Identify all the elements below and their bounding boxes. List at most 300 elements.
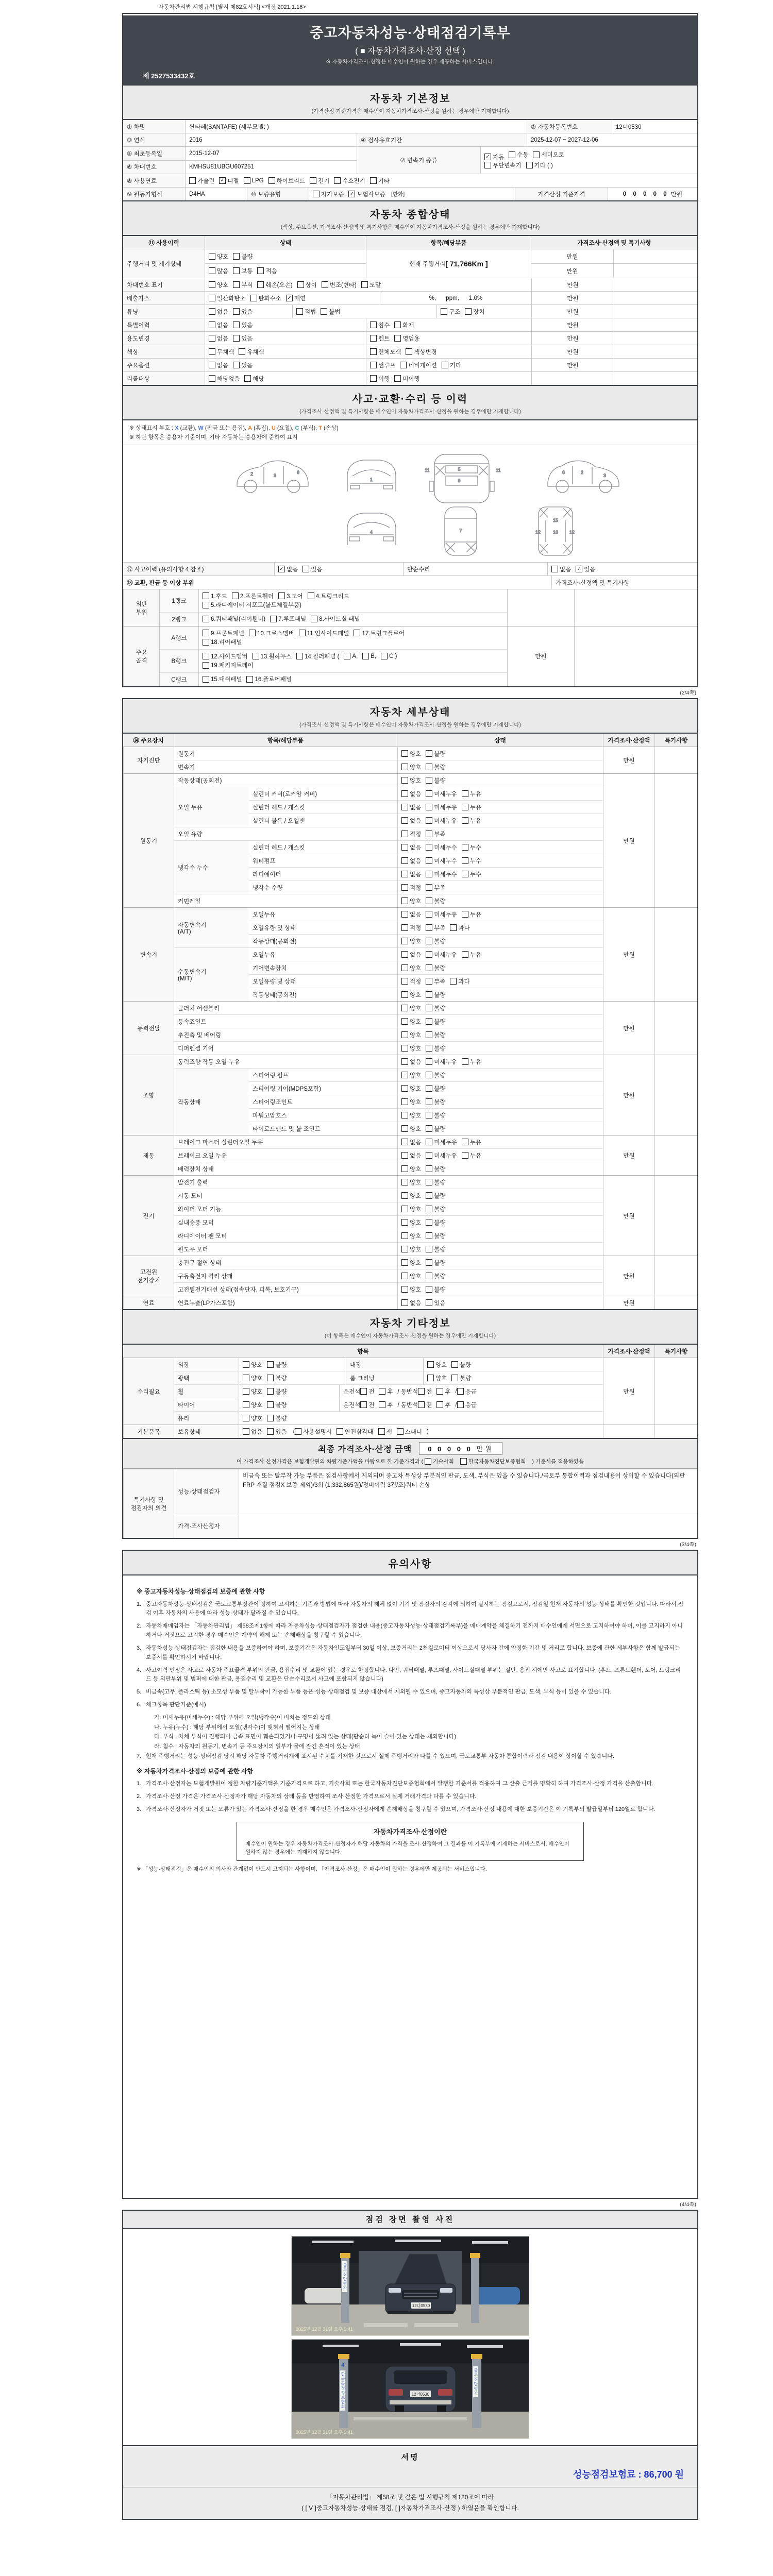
checkbox-option[interactable] [426, 817, 457, 825]
checkbox-option[interactable] [426, 1125, 445, 1133]
checkbox-option[interactable] [451, 1361, 471, 1369]
checkbox-option[interactable] [233, 334, 253, 343]
checkbox-option[interactable] [426, 1058, 457, 1066]
checkbox-option[interactable] [426, 790, 457, 798]
checkbox-option[interactable] [209, 334, 228, 343]
checkbox-option[interactable] [233, 281, 253, 289]
checkbox-icon[interactable] [426, 1273, 432, 1279]
checkbox-icon[interactable] [401, 1139, 408, 1145]
checkbox-option[interactable] [401, 1058, 421, 1066]
checkbox-icon[interactable] [313, 191, 320, 197]
checkbox-option[interactable] [526, 161, 553, 170]
checkbox-option[interactable] [253, 652, 292, 660]
checkbox-icon[interactable] [401, 1232, 408, 1239]
checkbox-option[interactable] [401, 817, 421, 825]
checkbox-option[interactable] [267, 1374, 287, 1382]
checkbox-option[interactable] [209, 348, 234, 356]
checkbox-option[interactable] [426, 1004, 445, 1012]
checkbox-option[interactable] [426, 1245, 445, 1253]
checkbox-icon[interactable] [426, 750, 432, 757]
checkbox-icon[interactable] [450, 978, 457, 985]
checkbox-option[interactable] [401, 1018, 421, 1026]
checkbox-icon[interactable] [426, 817, 432, 824]
checkbox-option[interactable] [457, 1387, 477, 1396]
checkbox-option[interactable] [203, 615, 265, 623]
checkbox-option[interactable] [370, 177, 390, 185]
checkbox-icon[interactable] [381, 653, 388, 659]
checkbox-option[interactable] [426, 1192, 445, 1200]
checkbox-option[interactable] [462, 1151, 481, 1160]
checkbox-icon[interactable] [442, 362, 448, 368]
checkbox-option[interactable] [203, 592, 227, 600]
checkbox-option[interactable] [401, 1259, 421, 1267]
checkbox-icon[interactable] [426, 1246, 432, 1252]
checkbox-option[interactable] [426, 951, 457, 959]
checkbox-option[interactable] [233, 361, 253, 369]
checkbox-icon[interactable] [401, 777, 408, 784]
checkbox-icon[interactable] [426, 1192, 432, 1199]
checkbox-icon[interactable] [203, 602, 209, 608]
checkbox-option[interactable] [426, 1084, 445, 1093]
checkbox-icon[interactable] [401, 764, 408, 770]
checkbox-option[interactable] [209, 267, 228, 275]
checkbox-icon[interactable] [203, 653, 209, 659]
checkbox-option[interactable] [209, 361, 228, 369]
checkbox-icon[interactable] [296, 653, 303, 659]
checkbox-icon[interactable] [401, 884, 408, 891]
checkbox-option[interactable] [370, 375, 390, 383]
checkbox-icon[interactable] [401, 911, 408, 918]
checkbox-option[interactable] [209, 321, 228, 329]
checkbox-option[interactable] [425, 1458, 454, 1465]
checkbox-option[interactable] [426, 1299, 445, 1307]
checkbox-option[interactable] [299, 629, 349, 637]
checkbox-option[interactable] [400, 361, 437, 369]
checkbox-icon[interactable] [509, 151, 515, 158]
checkbox-icon[interactable] [310, 177, 316, 184]
checkbox-option[interactable] [401, 1044, 421, 1053]
checkbox-icon[interactable] [250, 295, 257, 301]
checkbox-icon[interactable] [462, 1139, 468, 1145]
checkbox-icon[interactable] [426, 777, 432, 784]
checkbox-option[interactable] [209, 375, 240, 383]
checkbox-icon[interactable] [426, 951, 432, 958]
checkbox-option[interactable] [303, 565, 322, 573]
checkbox-option[interactable] [401, 951, 421, 959]
checkbox-option[interactable] [427, 1361, 447, 1369]
checkbox-icon[interactable] [426, 884, 432, 891]
checkbox-option[interactable] [426, 763, 445, 771]
checkbox-option[interactable] [295, 1428, 332, 1436]
checkbox-icon[interactable] [426, 1299, 432, 1306]
checkbox-icon[interactable] [243, 1401, 249, 1408]
checkbox-option[interactable] [401, 843, 421, 852]
checkbox-option[interactable] [361, 281, 381, 289]
checkbox-icon[interactable] [322, 281, 328, 288]
checkbox-option[interactable] [533, 150, 564, 159]
checkbox-option[interactable] [465, 308, 484, 316]
checkbox-option[interactable] [509, 150, 528, 159]
checkbox-option[interactable] [401, 1111, 421, 1120]
checkbox-option[interactable] [401, 830, 421, 838]
checkbox-icon[interactable] [462, 911, 468, 918]
checkbox-option[interactable] [418, 1387, 432, 1396]
checkbox-option[interactable] [401, 1125, 421, 1133]
checkbox-option[interactable] [462, 857, 481, 865]
checkbox-option[interactable] [401, 991, 421, 999]
checkbox-option[interactable] [462, 1138, 481, 1146]
checkbox-icon[interactable] [401, 1045, 408, 1052]
checkbox-option[interactable] [484, 153, 504, 161]
checkbox-option[interactable] [401, 937, 421, 945]
checkbox-icon[interactable] [426, 1045, 432, 1052]
checkbox-option[interactable] [278, 592, 303, 600]
checkbox-icon[interactable] [257, 267, 264, 274]
checkbox-icon[interactable] [278, 592, 285, 599]
checkbox-option[interactable] [426, 1071, 445, 1079]
checkbox-option[interactable] [243, 1387, 262, 1396]
checkbox-icon[interactable] [426, 1286, 432, 1293]
checkbox-option[interactable] [462, 951, 481, 959]
checkbox-option[interactable] [426, 1285, 445, 1294]
checkbox-option[interactable] [426, 1111, 445, 1120]
checkbox-option[interactable] [426, 884, 445, 892]
checkbox-icon[interactable] [401, 1005, 408, 1011]
checkbox-icon[interactable] [401, 951, 408, 958]
checkbox-option[interactable] [401, 1151, 421, 1160]
checkbox-icon[interactable] [401, 897, 408, 904]
checkbox-option[interactable] [551, 565, 571, 573]
checkbox-icon[interactable] [426, 911, 432, 918]
checkbox-option[interactable] [267, 1361, 287, 1369]
checkbox-icon[interactable] [462, 804, 468, 810]
checkbox-option[interactable] [426, 897, 445, 905]
checkbox-icon[interactable]: ✓ [286, 295, 293, 301]
checkbox-icon[interactable] [209, 308, 215, 315]
checkbox-icon[interactable] [451, 1375, 458, 1381]
checkbox-option[interactable] [233, 321, 253, 329]
checkbox-icon[interactable]: ✓ [576, 566, 582, 572]
checkbox-option[interactable] [426, 857, 457, 865]
checkbox-option[interactable] [426, 1138, 457, 1146]
checkbox-option[interactable] [286, 294, 306, 302]
checkbox-option[interactable] [296, 652, 339, 660]
checkbox-option[interactable] [426, 1178, 445, 1187]
checkbox-option[interactable] [249, 629, 294, 637]
checkbox-option[interactable] [337, 1428, 374, 1436]
checkbox-icon[interactable] [394, 335, 401, 342]
checkbox-option[interactable] [394, 321, 414, 329]
checkbox-icon[interactable] [370, 335, 377, 342]
checkbox-option[interactable] [426, 1044, 445, 1053]
checkbox-icon[interactable]: ✓ [278, 566, 285, 572]
checkbox-icon[interactable] [303, 566, 309, 572]
checkbox-icon[interactable] [401, 871, 408, 877]
checkbox-option[interactable] [203, 652, 248, 660]
checkbox-option[interactable] [243, 1414, 262, 1422]
checkbox-option[interactable] [232, 592, 274, 600]
checkbox-icon[interactable] [267, 1388, 274, 1395]
checkbox-option[interactable] [441, 308, 460, 316]
checkbox-icon[interactable] [401, 938, 408, 944]
checkbox-icon[interactable] [295, 1428, 301, 1435]
checkbox-option[interactable] [401, 1245, 421, 1253]
checkbox-option[interactable] [360, 1401, 374, 1409]
checkbox-icon[interactable] [526, 162, 533, 168]
checkbox-option[interactable] [243, 1428, 262, 1436]
checkbox-option[interactable] [426, 1031, 445, 1039]
checkbox-icon[interactable] [209, 253, 215, 260]
checkbox-icon[interactable] [370, 375, 377, 382]
checkbox-option[interactable] [457, 1401, 477, 1409]
checkbox-option[interactable] [378, 1428, 392, 1436]
checkbox-icon[interactable] [361, 281, 368, 288]
checkbox-option[interactable] [401, 1084, 421, 1093]
checkbox-icon[interactable] [401, 1098, 408, 1105]
checkbox-icon[interactable] [426, 1018, 432, 1025]
checkbox-icon[interactable] [233, 362, 240, 368]
checkbox-icon[interactable] [233, 253, 240, 260]
checkbox-option[interactable] [426, 870, 457, 878]
checkbox-option[interactable] [576, 565, 595, 573]
checkbox-icon[interactable] [401, 991, 408, 998]
checkbox-option[interactable] [267, 1401, 287, 1409]
checkbox-option[interactable] [426, 1232, 445, 1240]
checkbox-icon[interactable] [344, 653, 350, 659]
checkbox-icon[interactable] [462, 817, 468, 824]
checkbox-option[interactable] [379, 1401, 393, 1409]
checkbox-icon[interactable] [233, 335, 240, 342]
checkbox-icon[interactable] [362, 653, 369, 659]
checkbox-icon[interactable] [426, 1259, 432, 1266]
checkbox-option[interactable] [436, 1387, 450, 1396]
checkbox-icon[interactable] [401, 978, 408, 985]
checkbox-icon[interactable] [321, 308, 327, 315]
checkbox-icon[interactable] [401, 844, 408, 851]
checkbox-icon[interactable] [379, 1401, 385, 1408]
checkbox-icon[interactable] [267, 1375, 274, 1381]
checkbox-option[interactable] [401, 1004, 421, 1012]
checkbox-option[interactable] [426, 1151, 457, 1160]
checkbox-option[interactable] [426, 1205, 445, 1213]
checkbox-icon[interactable] [426, 1125, 432, 1132]
checkbox-option[interactable] [401, 910, 421, 919]
checkbox-option[interactable] [462, 870, 481, 878]
checkbox-option[interactable] [311, 615, 360, 623]
checkbox-option[interactable] [401, 1285, 421, 1294]
checkbox-option[interactable] [394, 375, 419, 383]
checkbox-icon[interactable] [370, 321, 377, 328]
checkbox-icon[interactable] [209, 321, 215, 328]
checkbox-icon[interactable] [209, 362, 215, 368]
checkbox-option[interactable] [426, 803, 457, 811]
checkbox-option[interactable] [233, 267, 253, 275]
checkbox-icon[interactable] [378, 1428, 385, 1435]
checkbox-icon[interactable] [426, 1206, 432, 1212]
checkbox-icon[interactable] [426, 964, 432, 971]
checkbox-option[interactable] [267, 1387, 287, 1396]
checkbox-option[interactable] [243, 1361, 262, 1369]
checkbox-icon[interactable] [426, 1005, 432, 1011]
checkbox-icon[interactable] [401, 1179, 408, 1185]
checkbox-option[interactable] [426, 843, 457, 852]
checkbox-icon[interactable]: ✓ [484, 154, 491, 160]
checkbox-icon[interactable] [426, 871, 432, 877]
checkbox-option[interactable] [401, 1299, 421, 1307]
checkbox-option[interactable] [426, 1259, 445, 1267]
checkbox-option[interactable] [426, 830, 445, 838]
checkbox-icon[interactable] [401, 790, 408, 797]
checkbox-icon[interactable] [203, 676, 209, 683]
checkbox-option[interactable] [267, 1428, 287, 1436]
checkbox-icon[interactable] [370, 177, 377, 184]
checkbox-icon[interactable] [426, 991, 432, 998]
checkbox-option[interactable] [394, 334, 419, 343]
checkbox-option[interactable] [401, 870, 421, 878]
checkbox-option[interactable] [296, 308, 316, 316]
checkbox-icon[interactable] [426, 1085, 432, 1092]
checkbox-option[interactable] [233, 308, 253, 316]
checkbox-option[interactable] [362, 653, 376, 659]
checkbox-option[interactable] [370, 321, 390, 329]
checkbox-icon[interactable] [257, 281, 264, 288]
checkbox-icon[interactable] [462, 1152, 468, 1159]
checkbox-icon[interactable] [401, 1031, 408, 1038]
checkbox-option[interactable] [426, 977, 445, 986]
checkbox-option[interactable] [257, 281, 292, 289]
checkbox-option[interactable] [203, 601, 301, 609]
checkbox-icon[interactable] [401, 1112, 408, 1118]
checkbox-option[interactable] [401, 1138, 421, 1146]
checkbox-option[interactable] [426, 924, 445, 932]
checkbox-option[interactable] [426, 1165, 445, 1173]
checkbox-icon[interactable] [426, 1072, 432, 1078]
checkbox-option[interactable] [462, 803, 481, 811]
checkbox-icon[interactable] [249, 630, 256, 636]
checkbox-option[interactable] [267, 1414, 287, 1422]
checkbox-icon[interactable] [426, 1219, 432, 1226]
checkbox-icon[interactable] [450, 924, 457, 931]
checkbox-icon[interactable] [203, 662, 209, 669]
checkbox-icon[interactable] [243, 1415, 249, 1421]
checkbox-option[interactable] [401, 884, 421, 892]
checkbox-icon[interactable] [401, 857, 408, 864]
checkbox-icon[interactable] [232, 592, 239, 599]
checkbox-icon[interactable] [462, 871, 468, 877]
checkbox-icon[interactable] [401, 1286, 408, 1293]
checkbox-icon[interactable] [426, 897, 432, 904]
checkbox-icon[interactable] [296, 308, 303, 315]
checkbox-option[interactable] [426, 750, 445, 758]
checkbox-option[interactable] [401, 924, 421, 932]
checkbox-icon[interactable] [426, 938, 432, 944]
checkbox-option[interactable] [426, 910, 457, 919]
checkbox-icon[interactable] [401, 804, 408, 810]
checkbox-icon[interactable] [233, 308, 240, 315]
checkbox-icon[interactable] [533, 151, 540, 158]
checkbox-icon[interactable] [462, 951, 468, 958]
checkbox-icon[interactable] [462, 844, 468, 851]
checkbox-icon[interactable] [334, 177, 341, 184]
checkbox-option[interactable] [460, 1458, 526, 1465]
checkbox-option[interactable] [401, 897, 421, 905]
checkbox-icon[interactable] [462, 1058, 468, 1065]
checkbox-option[interactable] [401, 1098, 421, 1106]
checkbox-option[interactable] [401, 1232, 421, 1240]
checkbox-icon[interactable] [209, 375, 215, 382]
checkbox-icon[interactable] [401, 1246, 408, 1252]
checkbox-option[interactable] [462, 1058, 481, 1066]
checkbox-option[interactable] [209, 252, 228, 261]
checkbox-icon[interactable] [267, 1415, 274, 1421]
checkbox-option[interactable] [209, 281, 228, 289]
checkbox-option[interactable] [401, 1071, 421, 1079]
checkbox-option[interactable] [344, 653, 358, 659]
checkbox-option[interactable] [203, 638, 242, 646]
checkbox-option[interactable] [426, 776, 445, 785]
checkbox-icon[interactable] [401, 1273, 408, 1279]
checkbox-icon[interactable] [426, 978, 432, 985]
checkbox-icon[interactable] [233, 321, 240, 328]
checkbox-option[interactable] [354, 629, 405, 637]
checkbox-option[interactable] [427, 1374, 447, 1382]
checkbox-option[interactable] [401, 1192, 421, 1200]
checkbox-option[interactable] [310, 177, 329, 185]
checkbox-icon[interactable] [426, 1152, 432, 1159]
checkbox-icon[interactable] [354, 630, 360, 636]
checkbox-icon[interactable] [209, 335, 215, 342]
checkbox-icon[interactable] [379, 1388, 385, 1395]
checkbox-option[interactable] [426, 937, 445, 945]
checkbox-icon[interactable] [426, 1031, 432, 1038]
checkbox-option[interactable] [321, 308, 340, 316]
checkbox-icon[interactable] [239, 348, 245, 355]
checkbox-icon[interactable] [426, 1139, 432, 1145]
checkbox-option[interactable] [401, 1165, 421, 1173]
checkbox-icon[interactable] [426, 804, 432, 810]
checkbox-icon[interactable] [360, 1401, 367, 1408]
checkbox-icon[interactable] [209, 295, 215, 301]
checkbox-option[interactable] [462, 910, 481, 919]
checkbox-icon[interactable] [441, 308, 447, 315]
checkbox-option[interactable] [401, 803, 421, 811]
checkbox-icon[interactable] [243, 1428, 249, 1435]
checkbox-option[interactable] [278, 565, 298, 573]
checkbox-icon[interactable] [203, 639, 209, 646]
checkbox-icon[interactable] [311, 616, 317, 622]
checkbox-icon[interactable] [401, 1058, 408, 1065]
checkbox-option[interactable] [401, 1218, 421, 1227]
checkbox-icon[interactable] [401, 817, 408, 824]
checkbox-icon[interactable] [267, 1361, 274, 1368]
checkbox-icon[interactable] [246, 676, 253, 683]
checkbox-option[interactable] [484, 161, 522, 170]
checkbox-icon[interactable] [460, 1458, 467, 1465]
checkbox-icon[interactable] [426, 844, 432, 851]
checkbox-option[interactable] [426, 991, 445, 999]
checkbox-option[interactable] [203, 661, 254, 669]
checkbox-icon[interactable] [418, 1388, 425, 1395]
checkbox-option[interactable] [244, 375, 264, 383]
checkbox-option[interactable] [381, 653, 397, 659]
checkbox-icon[interactable] [244, 375, 251, 382]
checkbox-icon[interactable]: ✓ [219, 177, 226, 184]
checkbox-option[interactable] [401, 1178, 421, 1187]
checkbox-option[interactable] [426, 1098, 445, 1106]
checkbox-option[interactable] [243, 1401, 262, 1409]
checkbox-icon[interactable] [268, 177, 275, 184]
checkbox-option[interactable] [370, 348, 401, 356]
